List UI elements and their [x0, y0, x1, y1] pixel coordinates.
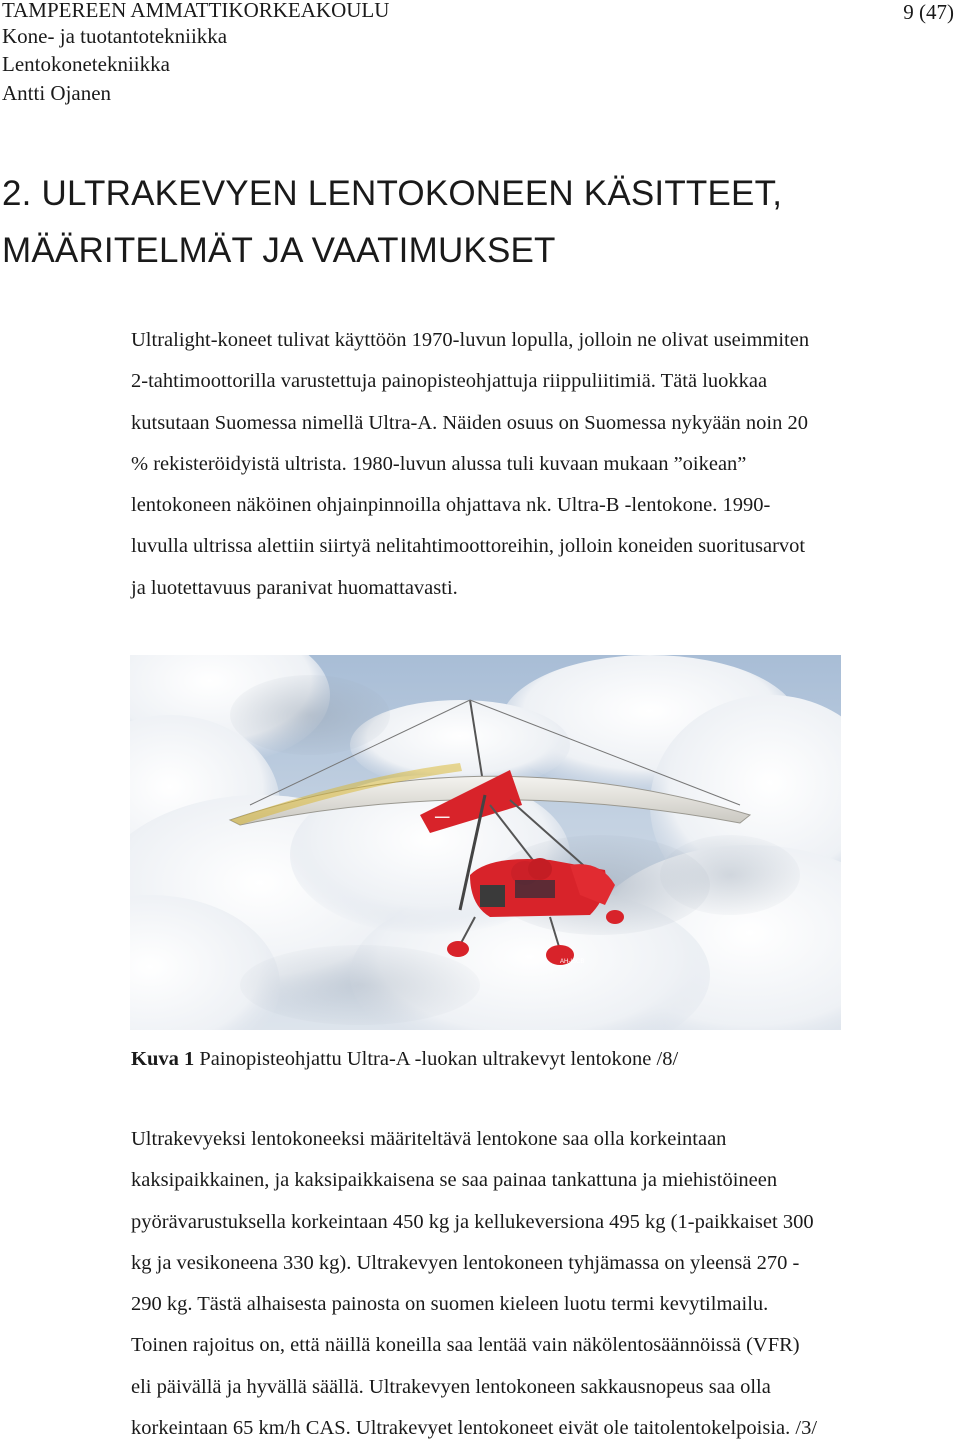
paragraph-line: pyörävarustuksella korkeintaan 450 kg ja kellukeversiona 495 kg (1-paikkaiset 300 — [131, 1210, 814, 1233]
paragraph-line: Toinen rajoitus on, että näillä koneilla saa lentää vain näkölentosäännöissä (VFR) — [131, 1334, 800, 1357]
header-author: Antti Ojanen — [2, 81, 112, 105]
clouds — [130, 655, 841, 1030]
header-specialization: Lentokonetekniikka — [2, 52, 170, 76]
paragraph-line: kaksipaikkainen, ja kaksipaikkaisena se saa painaa tankattuna ja miehistöineen — [131, 1169, 778, 1192]
aircraft-marking: AH-ISCB — [560, 959, 585, 965]
microlight-photo — [130, 655, 841, 1030]
paragraph-line: luvulla ultrissa alettiin siirtyä nelitahtimoottoreihin, jolloin koneiden suoritusarvot — [131, 535, 806, 558]
paragraph-line: 2-tahtimoottorilla varustettuja painopisteohjattuja riippuliitimiä. Tätä luokkaa — [131, 370, 768, 393]
microlight-illustration — [130, 655, 841, 1030]
svg-text:━━━: ━━━ — [435, 813, 450, 822]
figure-label: Kuva 1 — [131, 1048, 195, 1070]
paragraph-line: Ultralight-koneet tulivat käyttöön 1970-luvun lopulla, jolloin ne olivat useimmiten — [131, 329, 810, 351]
paragraph-line: kutsutaan Suomessa nimellä Ultra-A. Näiden osuus on Suomessa nykyään noin 20 — [131, 411, 808, 434]
page-number: 9 (47) — [903, 0, 954, 24]
paragraph-line: eli päivällä ja hyvällä säällä. Ultrakevyen lentokoneen sakkausnopeus saa olla — [131, 1375, 771, 1398]
paragraph-line: ja luotettavuus paranivat huomattavasti. — [131, 576, 458, 599]
definition-paragraph — [131, 1119, 817, 1449]
paragraph-line: Ultrakevyeksi lentokoneeksi määriteltävä lentokone saa olla korkeintaan — [131, 1128, 727, 1150]
intro-paragraph — [131, 320, 809, 609]
chapter-heading — [2, 165, 902, 279]
figure-caption-text: Painopisteohjattu Ultra-A -luokan ultrakevyt lentokone /8/ — [194, 1048, 679, 1070]
paragraph-line: kg ja vesikoneena 330 kg). Ultrakevyen lentokoneen tyhjämassa on yleensä 270 - — [131, 1251, 800, 1274]
header-institution: TAMPEREEN AMMATTIKORKEAKOULU — [2, 0, 390, 22]
paragraph-line: % rekisteröidyistä ultrista. 1980-luvun alussa tuli kuvaan mukaan ”oikean” — [131, 452, 747, 475]
paragraph-line: korkeintaan 65 km/h CAS. Ultrakevyet lentokoneet eivät ole taitolentokelpoisia. /3/ — [131, 1417, 818, 1440]
figure-caption — [131, 1044, 678, 1074]
chapter-heading-line-2: MÄÄRITELMÄT JA VAATIMUKSET — [2, 231, 556, 270]
paragraph-line: lentokoneen näköinen ohjainpinnoilla ohjattava nk. Ultra-B -lentokone. 1990- — [131, 494, 771, 517]
paragraph-line: 290 kg. Tästä alhaisesta painosta on suomen kieleen luotu termi kevytilmailu. — [131, 1293, 769, 1316]
chapter-heading-line-1: 2. ULTRAKEVYEN LENTOKONEEN KÄSITTEET, — [2, 174, 783, 213]
header-degree: Kone- ja tuotantotekniikka — [2, 24, 228, 48]
